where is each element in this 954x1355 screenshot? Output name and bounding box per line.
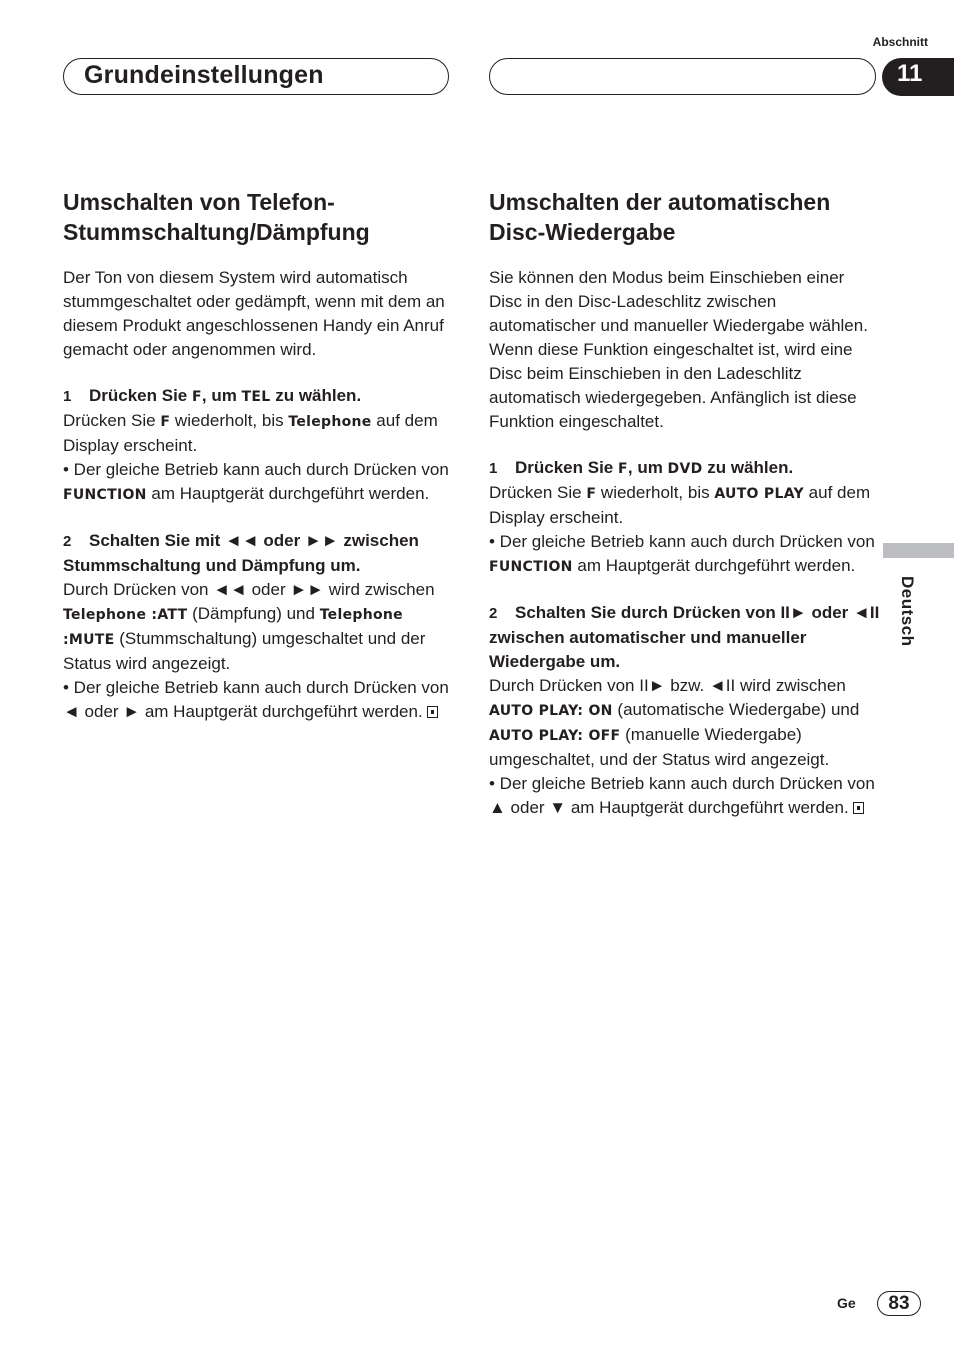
text: Drücken Sie bbox=[89, 386, 192, 405]
left-step2-note bbox=[63, 676, 455, 724]
text: Schalten Sie durch Drücken von II► oder ◄II zwischen automatischer und manueller Wiedergabe um. bbox=[489, 603, 880, 671]
text: Durch Drücken von II► bzw. ◄II wird zwischen bbox=[489, 676, 846, 695]
right-column bbox=[489, 187, 881, 820]
key-label: TEL bbox=[241, 389, 271, 405]
step-number: 2 bbox=[489, 605, 498, 622]
right-intro: Sie können den Modus beim Einschieben einer Disc in den Disc-Ladeschlitz zwischen automatischer und manueller Wiedergabe wählen. Wenn diese Funktion eingeschaltet ist, wird eine Disc beim Einschieben in den Ladeschlitz automatisch wiedergegeben. Anfänglich ist diese Funktion eingeschaltet. bbox=[489, 268, 868, 431]
right-step1-heading bbox=[489, 456, 881, 481]
text: Drücken Sie bbox=[63, 411, 161, 430]
key-label: F bbox=[586, 486, 597, 502]
left-step1-note bbox=[63, 458, 455, 507]
step-number: 1 bbox=[489, 460, 498, 477]
page-number: 83 bbox=[877, 1291, 921, 1316]
end-mark-icon bbox=[853, 802, 864, 814]
display-label: AUTO PLAY: OFF bbox=[489, 728, 621, 744]
left-column bbox=[63, 187, 455, 724]
text: wiederholt, bis bbox=[170, 411, 289, 430]
right-heading-line2: Disc-Wiedergabe bbox=[489, 219, 676, 245]
page-title: Grundeinstellungen bbox=[84, 61, 324, 89]
text: , um bbox=[201, 386, 242, 405]
key-label: F bbox=[618, 461, 628, 477]
text: am Hauptgerät durchgeführt werden. bbox=[572, 556, 856, 575]
key-label: F bbox=[192, 389, 202, 405]
left-heading-line2: Stummschaltung/Dämpfung bbox=[63, 219, 370, 245]
right-step2-note bbox=[489, 772, 881, 820]
step-number: 2 bbox=[63, 533, 72, 550]
text: • Der gleiche Betrieb kann auch durch Drücken von ◄ oder ► am Hauptgerät durchgeführt werden. bbox=[63, 678, 449, 721]
display-label: AUTO PLAY bbox=[714, 486, 804, 502]
key-label: DVD bbox=[667, 461, 703, 477]
chapter-title-box bbox=[63, 58, 449, 95]
key-label: F bbox=[160, 414, 171, 430]
key-label: FUNCTION bbox=[63, 487, 147, 503]
text: , um bbox=[627, 458, 668, 477]
end-mark-icon bbox=[427, 706, 438, 718]
text: (automatische Wiedergabe) und bbox=[612, 700, 860, 719]
text: (Stummschaltung) umgeschaltet und der Status wird angezeigt. bbox=[63, 629, 426, 673]
display-label: Telephone :MUTE bbox=[63, 607, 403, 648]
left-heading-line1: Umschalten von Telefon- bbox=[63, 189, 335, 215]
text: (Dämpfung) und bbox=[187, 604, 320, 623]
left-heading bbox=[63, 187, 455, 247]
text: am Hauptgerät durchgeführt werden. bbox=[146, 484, 430, 503]
text: • Der gleiche Betrieb kann auch durch Drücken von ▲ oder ▼ am Hauptgerät durchgeführt werden. bbox=[489, 774, 875, 817]
right-step1-body bbox=[489, 481, 881, 530]
language-label: Deutsch bbox=[898, 576, 917, 647]
text: zu wählen. bbox=[270, 386, 362, 405]
text: auf dem Display erscheint. bbox=[63, 411, 438, 455]
display-label: Telephone :ATT bbox=[63, 607, 188, 623]
step-number: 1 bbox=[63, 388, 72, 405]
right-step2-body bbox=[489, 674, 881, 772]
text: Drücken Sie bbox=[515, 458, 618, 477]
text: Schalten Sie mit ◄◄ oder ►► zwischen Stummschaltung und Dämpfung um. bbox=[63, 531, 419, 575]
text: auf dem Display erscheint. bbox=[489, 483, 871, 527]
section-number-badge: 11 bbox=[882, 58, 954, 96]
right-heading bbox=[489, 187, 881, 247]
text: • Der gleiche Betrieb kann auch durch Drücken von bbox=[489, 532, 875, 551]
text: (manuelle Wiedergabe) umgeschaltet, und der Status wird angezeigt. bbox=[489, 725, 830, 769]
footer-language-code: Ge bbox=[837, 1295, 856, 1311]
text: • Der gleiche Betrieb kann auch durch Drücken von bbox=[63, 460, 449, 479]
empty-header-box bbox=[489, 58, 876, 95]
right-step2-heading bbox=[489, 601, 881, 674]
left-step1-heading bbox=[63, 384, 455, 409]
right-step1-note bbox=[489, 530, 881, 579]
text: wiederholt, bis bbox=[596, 483, 715, 502]
left-step1-body bbox=[63, 409, 455, 458]
left-step2-body bbox=[63, 578, 455, 676]
display-label: AUTO PLAY: ON bbox=[489, 703, 613, 719]
text: zu wählen. bbox=[702, 458, 794, 477]
left-step2-heading bbox=[63, 529, 455, 578]
text: Drücken Sie bbox=[489, 483, 587, 502]
left-intro: Der Ton von diesem System wird automatisch stummgeschaltet oder gedämpft, wenn mit dem an diesem Produkt angeschlossenen Handy ein Anruf gemacht oder angenommen wird. bbox=[63, 268, 445, 359]
section-label: Abschnitt bbox=[872, 35, 928, 49]
display-label: Telephone bbox=[288, 414, 372, 430]
right-heading-line1: Umschalten der automatischen bbox=[489, 189, 831, 215]
key-label: FUNCTION bbox=[489, 559, 573, 575]
text: Durch Drücken von ◄◄ oder ►► wird zwischen bbox=[63, 580, 435, 599]
language-tab bbox=[883, 543, 954, 558]
